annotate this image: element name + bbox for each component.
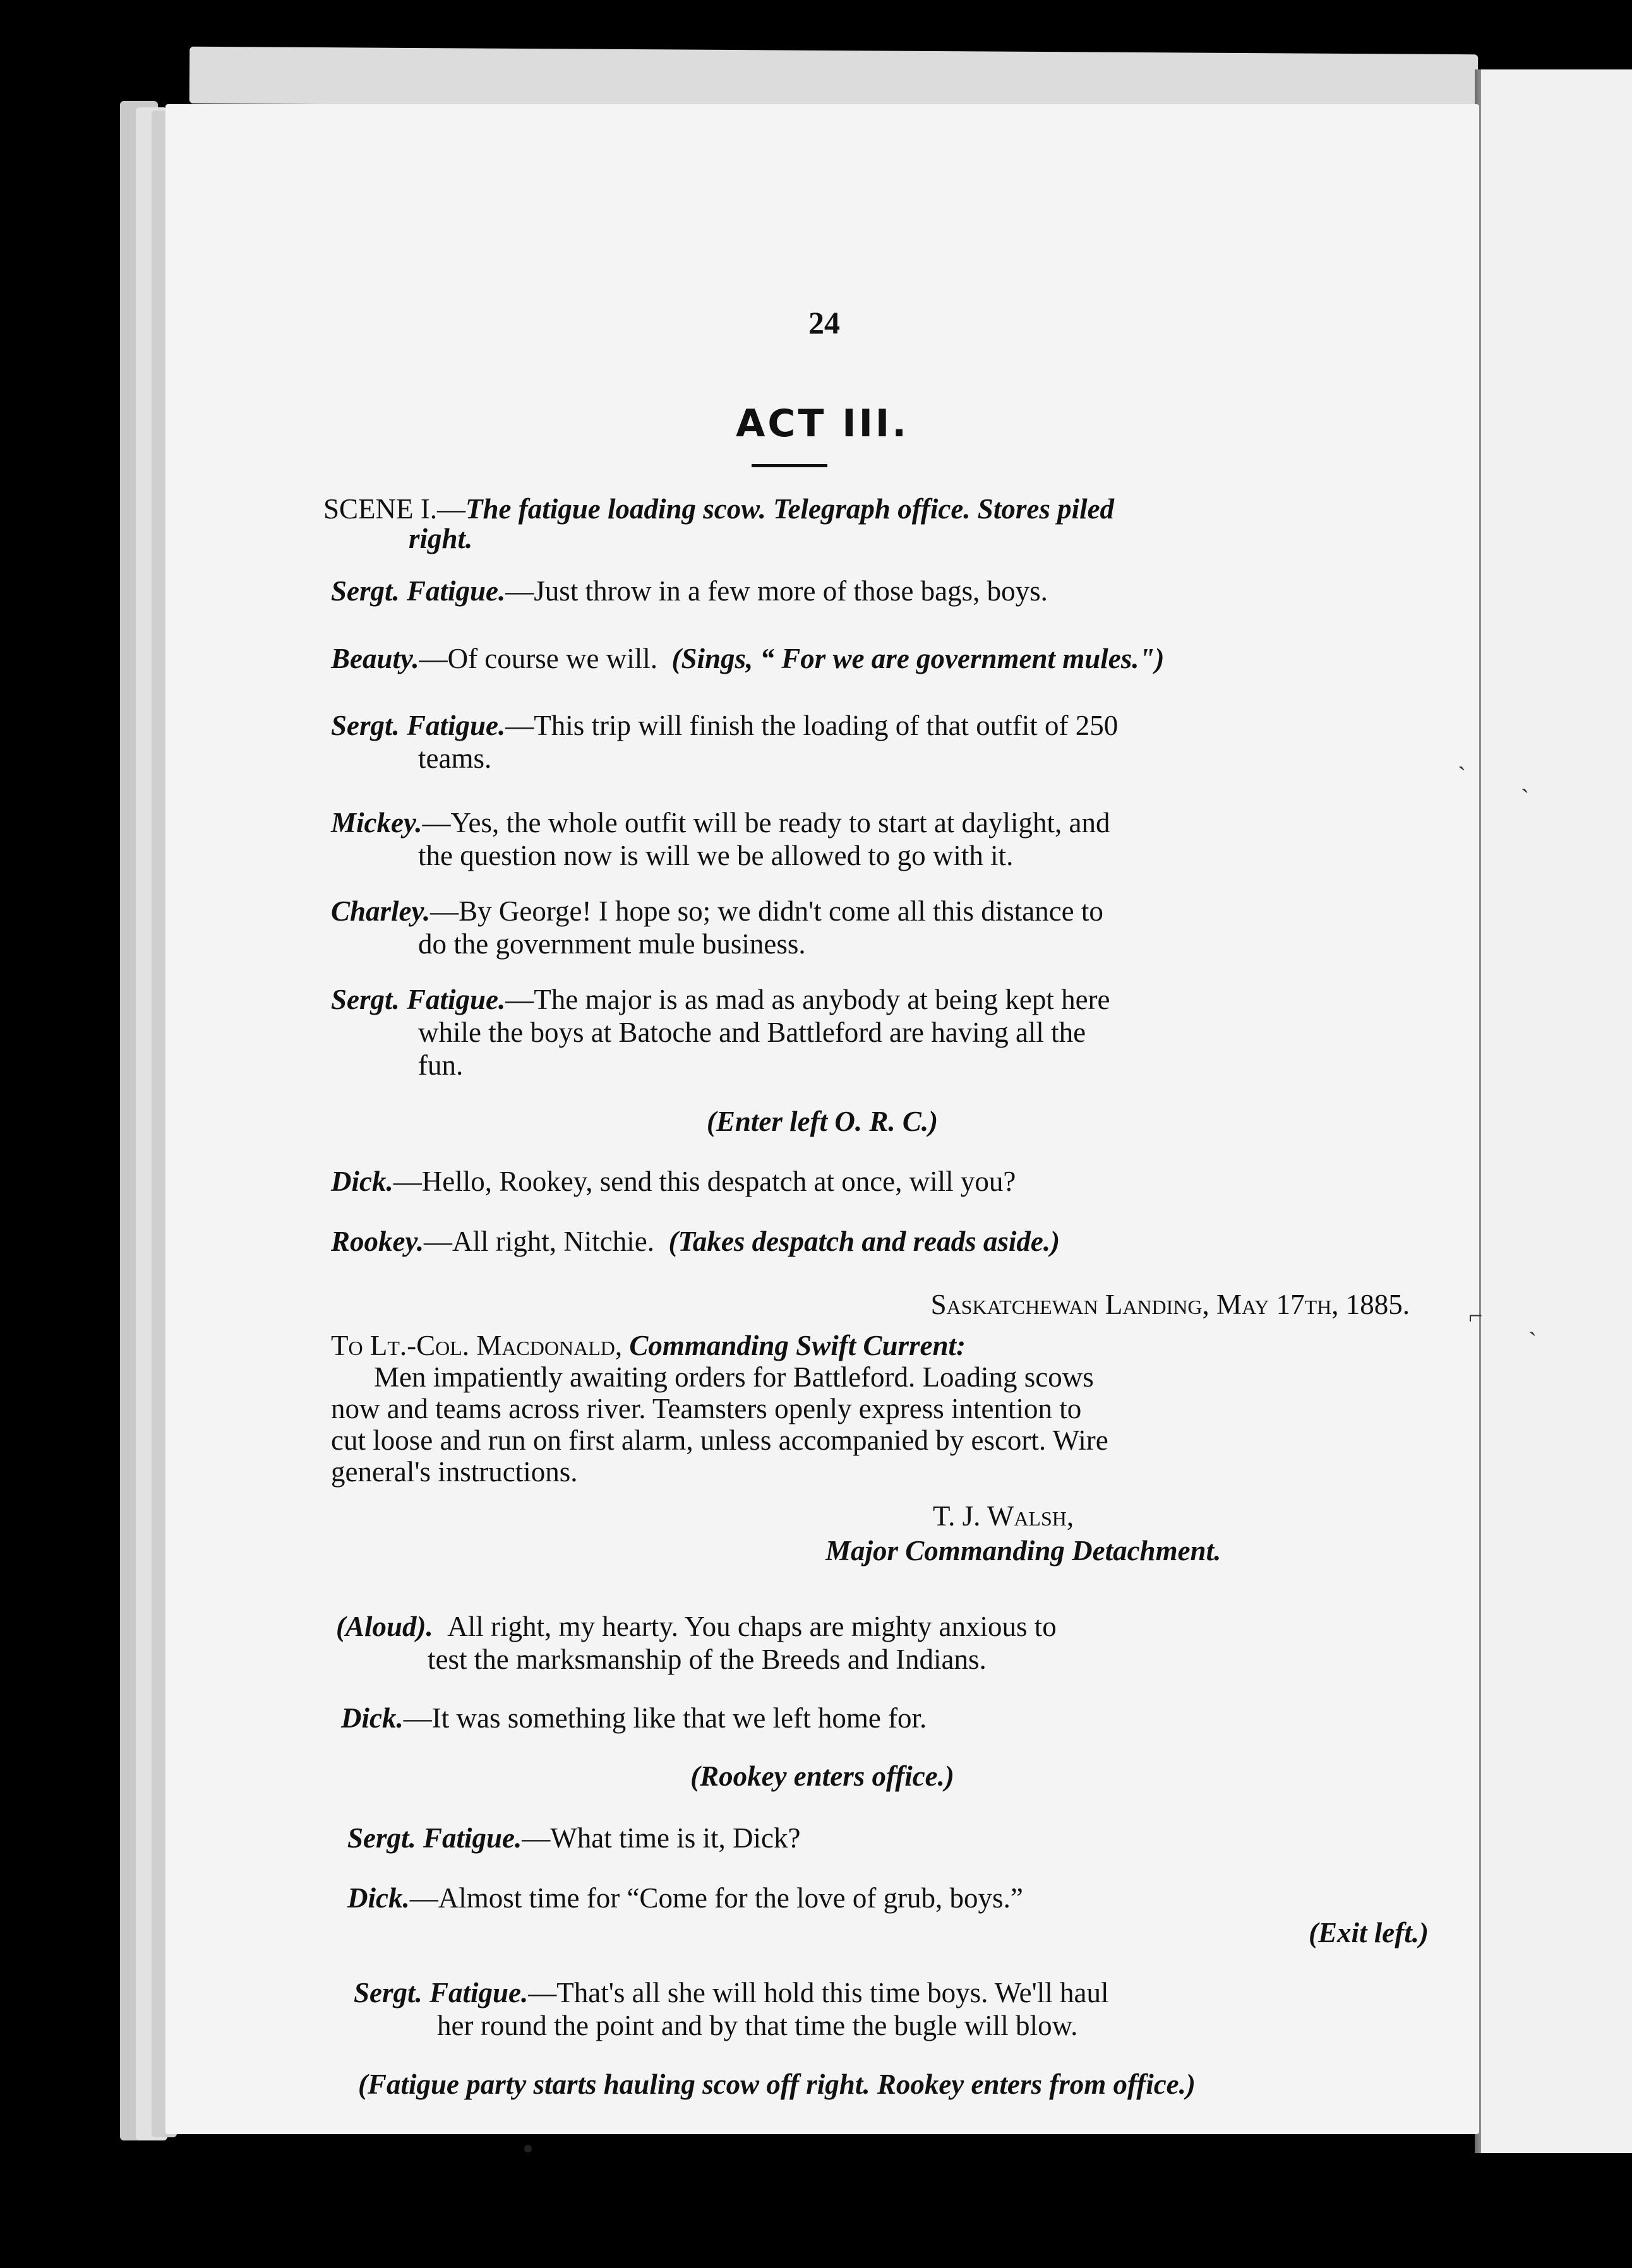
telegram-signature-title: Major Commanding Detachment. [825,1535,1221,1567]
speech-text-cont: test the marksmanship of the Breeds and Indians. [428,1644,987,1675]
stage-direction: (Sings, “ For we are government mules.") [671,643,1165,674]
act-heading: ACT III. [735,402,909,446]
speech-text-cont: fun. [418,1049,464,1081]
telegram-dateline: Saskatchewan Landing, May 17th, 1885. [930,1289,1410,1320]
ink-speck [524,2145,532,2152]
dialogue-line: Beauty.—Of course we will. (Sings, “ For we are government mules.") [331,643,1165,674]
heading-rule [752,464,827,467]
speech-text: The major is as mad as anybody at being kept here [534,984,1110,1015]
dialogue-line: Sergt. Fatigue.—What time is it, Dick? [347,1822,801,1854]
telegram-address [331,1329,966,1362]
speaker-name: Sergt. Fatigue. [331,575,506,607]
dialogue-line: Sergt. Fatigue.—This trip will finish the loading of that outfit of 250 [331,710,1119,741]
telegram-to-title: Commanding Swift Current: [629,1330,966,1361]
book-top-edge [189,47,1479,111]
margin-mark: ⌐ [1468,1301,1483,1330]
telegram-body-line: cut loose and run on first alarm, unless accompanied by escort. Wire [331,1424,1108,1456]
speaker-name: Mickey. [331,807,423,839]
speaker-name: Sergt. Fatigue. [354,1977,529,2008]
dialogue-line: Dick.—Hello, Rookey, send this despatch at once, will you? [331,1166,1016,1197]
dialogue-line: Mickey.—Yes, the whole outfit will be ready to start at daylight, and [331,807,1110,839]
speaker-name: Sergt. Fatigue. [347,1822,522,1854]
speaker-name: Dick. [347,1882,410,1914]
telegram-body-line: now and teams across river. Teamsters openly express intention to [331,1393,1082,1424]
speaker-name: Dick. [331,1166,393,1197]
stage-direction: (Fatigue party starts hauling scow off right. Rookey enters from office.) [358,2068,1196,2100]
speech-text: Of course we will. [447,643,657,674]
speech-text-cont: while the boys at Batoche and Battleford are having all the [418,1017,1086,1048]
scene-number: I. [420,493,438,525]
speaker-name: Sergt. Fatigue. [331,710,506,741]
scene-direction: The fatigue loading scow. Telegraph office. Stores piled [465,493,1115,525]
telegram-body-line: general's instructions. [331,1456,578,1488]
speech-text: Yes, the whole outfit will be ready to start at daylight, and [450,807,1110,839]
dialogue-line: Sergt. Fatigue.—That's all she will hold this time boys. We'll haul [354,1977,1109,2008]
speech-text: Almost time for “Come for the love of grub, boys.” [438,1882,1023,1914]
dialogue-line [336,1610,1057,1643]
scene-label: SCENE [323,493,414,525]
speech-text: It was something like that we left home for. [431,1702,927,1734]
speech-text: What time is it, Dick? [550,1822,801,1854]
speaker-name: Dick. [341,1702,404,1734]
speaker-name: Charley. [331,895,431,927]
speaker-name: (Aloud). [336,1611,433,1642]
dialogue-line: Charley.—By George! I hope so; we didn't come all this distance to [331,895,1103,927]
telegram-body-line: Men impatiently awaiting orders for Battleford. Loading scows [374,1361,1094,1393]
speaker-name: Rookey. [331,1226,424,1257]
telegram-to: To Lt.-Col. Macdonald, [331,1330,623,1361]
scene-heading: SCENE I.—The fatigue loading scow. Telegraph office. Stores piled [323,493,1115,525]
stage-direction: (Rookey enters office.) [690,1760,954,1792]
speaker-name: Sergt. Fatigue. [331,984,506,1015]
speaker-name: Beauty. [331,643,419,674]
speech-text-cont: the question now is will we be allowed to go with it. [418,840,1014,871]
margin-mark: ˎ [1528,1308,1537,1336]
dialogue-line: Dick.—It was something like that we left home for. [341,1702,927,1734]
speech-text: Hello, Rookey, send this despatch at once, will you? [421,1166,1016,1197]
stage-direction: (Enter left O. R. C.) [706,1106,939,1137]
speech-text-cont: teams. [418,743,492,774]
dialogue-line: Rookey.—All right, Nitchie. (Takes despatch and reads aside.) [331,1226,1060,1257]
speech-text: That's all she will hold this time boys. We'll haul [556,1977,1109,2008]
dialogue-line: Sergt. Fatigue.—The major is as mad as anybody at being kept here [331,984,1110,1015]
book-page [165,104,1479,2134]
stage-direction: (Takes despatch and reads aside.) [668,1226,1060,1257]
stage-direction: (Exit left.) [1309,1917,1429,1949]
telegram-signature: T. J. Walsh, [933,1500,1074,1532]
margin-mark: ˏ [1521,765,1530,793]
speech-text: All right, my hearty. You chaps are mighty anxious to [447,1611,1057,1642]
speech-text: By George! I hope so; we didn't come all this distance to [459,895,1103,927]
facing-page [1481,69,1632,2153]
margin-mark: ˋ [1458,761,1467,790]
speech-text-cont: her round the point and by that time the bugle will blow. [437,2010,1078,2041]
speech-text: This trip will finish the loading of that outfit of 250 [534,710,1119,741]
speech-text: Just throw in a few more of those bags, boys. [534,575,1048,607]
speech-text-cont: do the government mule business. [418,928,806,960]
dialogue-line: Sergt. Fatigue.—Just throw in a few more of those bags, boys. [331,575,1048,607]
scene-direction-cont: right. [409,523,473,554]
page-number: 24 [808,305,840,340]
dialogue-line: Dick.—Almost time for “Come for the love of grub, boys.” [347,1882,1023,1914]
speech-text: All right, Nitchie. [452,1226,654,1257]
